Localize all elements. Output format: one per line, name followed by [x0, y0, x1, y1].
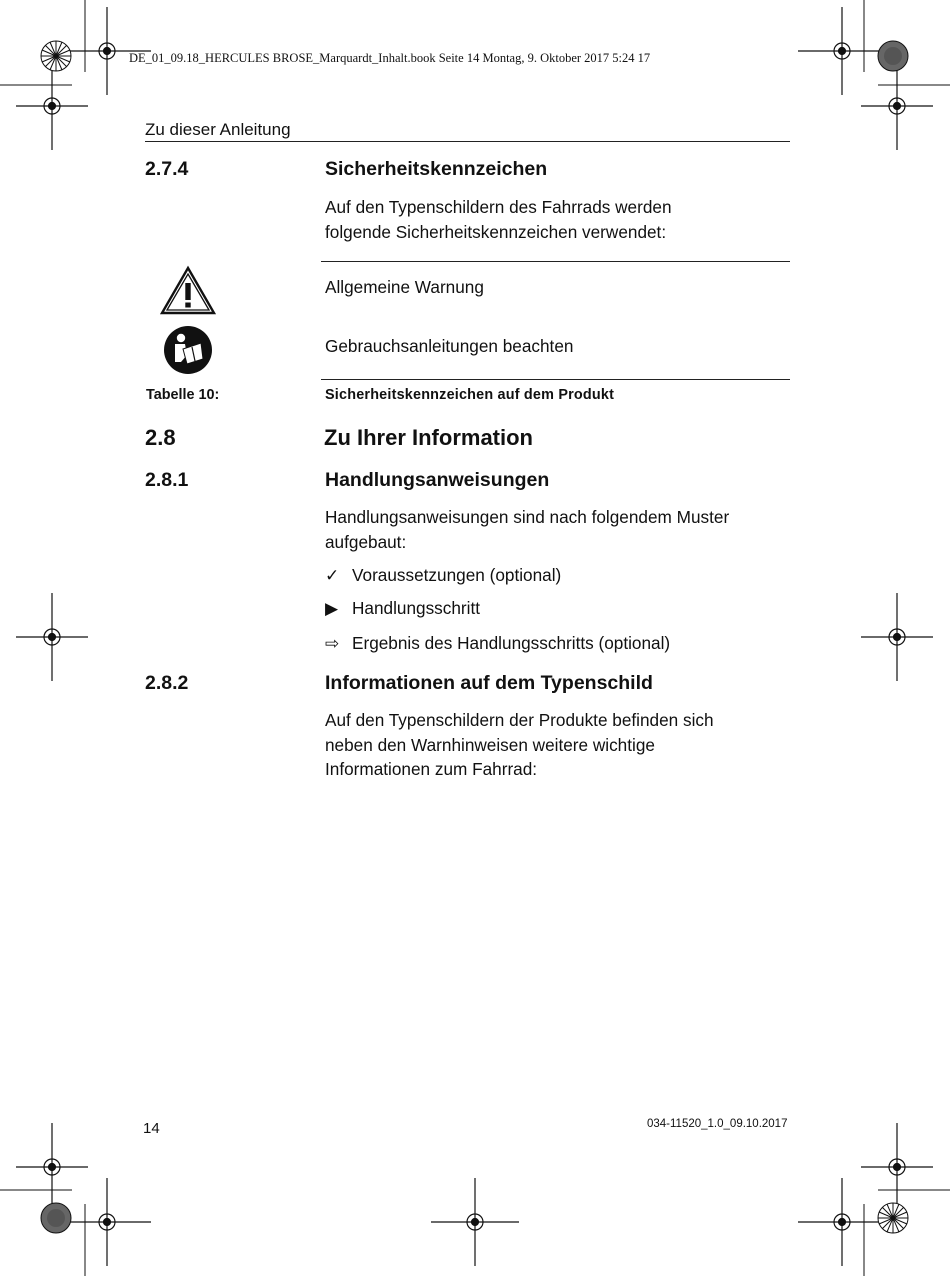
table-bottom-rule [321, 379, 790, 380]
text-line: Handlungsanweisungen sind nach folgendem Muster [325, 507, 730, 527]
read-manual-icon [163, 325, 213, 375]
list-item-text: Voraussetzungen (optional) [352, 565, 562, 585]
section-intro [325, 505, 790, 554]
section-title: Zu Ihrer Information [324, 425, 533, 450]
text-line: neben den Warnhinweisen weitere wichtige [325, 734, 655, 755]
section-number: 2.8.1 [145, 469, 189, 491]
text-line: Auf den Typenschildern des Fahrrads werden [325, 197, 672, 217]
section-title: Informationen auf dem Typenschild [325, 672, 653, 694]
table-top-rule [321, 261, 790, 262]
print-header: DE_01_09.18_HERCULES BROSE_Marquardt_Inhalt.book Seite 14 Montag, 9. Oktober 2017 5:24 17 [129, 51, 651, 65]
list-item-text: Handlungsschritt [352, 598, 481, 618]
section-title: Handlungsanweisungen [325, 469, 550, 491]
text-line: Auf den Typenschildern der Produkte befinden sich [325, 710, 714, 730]
list-item [325, 598, 480, 619]
section-number: 2.7.4 [145, 158, 189, 180]
result-arrow-icon: ⇨ [325, 633, 340, 653]
checkmark-icon: ✓ [325, 565, 340, 585]
text-line: folgende Sicherheitskennzeichen verwendet: [325, 221, 667, 242]
section-body [325, 708, 790, 782]
text-line: aufgebaut: [325, 531, 407, 552]
table-caption-text: Sicherheitskennzeichen auf dem Produkt [325, 387, 615, 403]
section-intro [325, 195, 790, 244]
table-row-text: Allgemeine Warnung [325, 277, 484, 297]
table-caption-label: Tabelle 10: [146, 387, 220, 403]
page-number: 14 [143, 1120, 160, 1137]
section-number: 2.8 [145, 425, 176, 450]
list-item [325, 565, 561, 586]
text-line: Informationen zum Fahrrad: [325, 759, 538, 779]
play-arrow-icon: ▶ [325, 598, 339, 618]
warning-triangle-icon [160, 266, 216, 316]
running-head: Zu dieser Anleitung [145, 120, 291, 139]
document-code: 034-11520_1.0_09.10.2017 [647, 1118, 788, 1130]
section-number: 2.8.2 [145, 672, 189, 694]
table-row-text: Gebrauchsanleitungen beachten [325, 336, 574, 356]
list-item [325, 633, 670, 654]
section-title: Sicherheitskennzeichen [325, 158, 548, 180]
header-rule [145, 141, 790, 142]
list-item-text: Ergebnis des Handlungsschritts (optional) [352, 633, 671, 653]
